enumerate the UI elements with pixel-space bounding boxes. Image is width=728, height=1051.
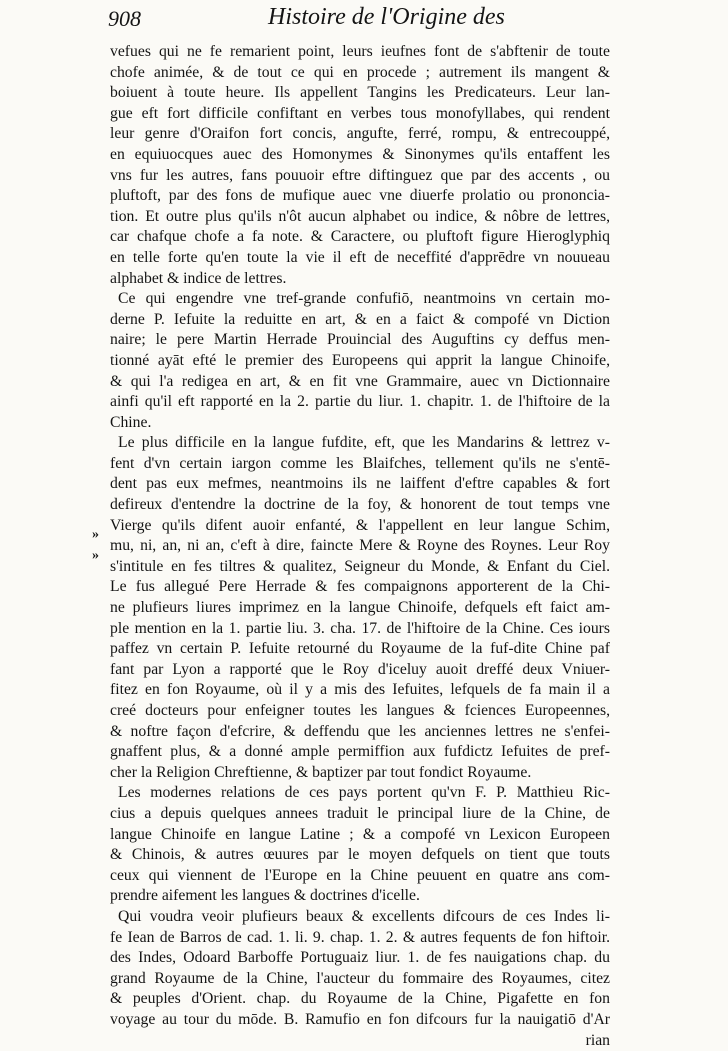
text-line: vefues qui ne fe remarient point, leurs ieufnes font de s'abftenir de toute [110,42,610,63]
paragraph [110,783,610,907]
text-line: fent d'vn certain iargon comme les Blaifches, tellement qu'ils ne s'entē- [110,454,610,475]
text-line: Qui voudra veoir plufieurs beaux & excellents difcours de ces Indes li- [110,907,610,928]
text-line: en equiuocques auec des Homonymes & Sinonymes qu'ils entaffent les [110,145,610,166]
running-title: Histoire de l'Origine des [268,4,505,31]
text-line: gue eft fort difficile confiftant en verbes tous monofyllabes, qui rendent [110,104,610,125]
text-line: creé docteurs pour enfeigner toutes les langues & fciences Europeennes, [110,701,610,722]
text-line: pluftoft, par des fons de mufique auec vne diuerfe prolatio ou prononcia- [110,186,610,207]
paragraph [110,907,610,1051]
text-line: paffez vn certain P. Iefuite retourné du Royaume de la fuf-dite Chine paf [110,639,610,660]
text-line: & Chinois, & autres œuures par le moyen defquels on tient que touts [110,845,610,866]
text-line: Le fus allegué Pere Herrade & fes compaignons apporterent de la Chi- [110,577,610,598]
text-line: prendre aifement les langues & doctrines d'icelle. [110,886,610,907]
text-line: grand Royaume de la Chine, l'aucteur du fommaire des Royaumes, citez [110,969,610,990]
text-line: des Indes, Odoard Barboffe Portuguaiz liur. 1. de fes nauigations chap. du [110,948,610,969]
text-line: derne P. Iefuite la reduitte en art, & en a faict & compofé vn Diction [110,310,610,331]
text-line: fant par Lyon a rapporté que le Roy d'iceluy auoit dreffé deux Vniuer- [110,660,610,681]
text-line: dent pas eux mefmes, neantmoins ils ne laiffent d'eftre capables & fort [110,474,610,495]
text-line: tion. Et outre plus qu'ils n'ôt aucun alphabet ou indice, & nôbre de lettres, [110,207,610,228]
text-line: leur genre d'Oraifon fort concis, angufte, ferré, rompu, & entrecouppé, [110,124,610,145]
text-line: Vierge qu'ils difent auoir enfanté, & l'appellent en leur langue Schim, [110,516,610,537]
text-line: & noftre façon d'efcrire, & deffendu que les anciennes lettres ne s'enfei- [110,722,610,743]
body-text [110,42,610,1051]
text-line: & qui l'a redigea en art, & en fit vne Grammaire, auec vn Dictionnaire [110,372,610,393]
text-line: boiuent à toute heure. Ils appellent Tangins les Predicateurs. Leur lan- [110,83,610,104]
text-line: ceux qui viennent de l'Europe en la Chine peuuent en quatre ans com- [110,866,610,887]
text-line: & peuples d'Orient. chap. du Royaume de la Chine, Pigafette en fon [110,989,610,1010]
text-line: fe Iean de Barros de cad. 1. li. 9. chap. 1. 2. & autres fequents de fon hiftoir. [110,928,610,949]
text-line: ainfi qu'il eft rapporté en la 2. partie du liur. 1. chapitr. 1. de l'hiftoire de la [110,392,610,413]
text-line: Chine. [110,413,610,434]
text-line: fitez en fon Royaume, où il y a mis des Iefuites, lefquels de fa main il a [110,680,610,701]
margin-quote-mark: » [92,527,99,543]
text-line: langue Chinoife en langue Latine ; & a compofé vn Lexicon Europeen [110,825,610,846]
text-line: voyage au tour du mōde. B. Ramufio en fon difcours fur la nauigatiō d'Ar [110,1010,610,1031]
paragraph [110,289,610,433]
text-line: Le plus difficile en la langue fufdite, eft, que les Mandarins & lettrez v- [110,433,610,454]
text-line: Ce qui engendre vne tref-grande confufiō, neantmoins vn certain mo- [110,289,610,310]
text-line: defireux d'entendre la doctrine de la foy, & honorent de tout temps vne [110,495,610,516]
text-line: Les modernes relations de ces pays portent qu'vn F. P. Matthieu Ric- [110,783,610,804]
text-line: en telle forte qu'en toute la vie il eft de neceffité d'apprēdre vn nouueau [110,248,610,269]
text-line: vns fur les autres, fans pouuoir eftre diftinguez que par des accents , ou [110,166,610,187]
text-line: naire; le pere Martin Herrade Prouincial des Auguftins cy deffus men- [110,330,610,351]
paragraph [110,42,610,289]
text-line: cher la Religion Chreftienne, & baptizer par tout fondict Royaume. [110,763,610,784]
text-line: s'intitule en fes tiltres & qualitez, Seigneur du Monde, & Enfant du Ciel. [110,557,610,578]
text-line: gnaffent plus, & a donné ample permiffion aux fufdictz Iefuites de pref- [110,742,610,763]
text-line: alphabet & indice de lettres. [110,269,610,290]
page-header [108,4,608,34]
text-line: tionné ayāt efté le premier des Europeens qui apprit la langue Chinoife, [110,351,610,372]
page-number: 908 [108,6,141,32]
margin-quote-mark: » [92,548,99,564]
text-line: ne plufieurs liures imprimez en la langue Chinoife, defquels eft faict am- [110,598,610,619]
paragraph [110,433,610,783]
text-line: chofe animée, & de tout ce qui en procede ; autrement ils mangent & [110,63,610,84]
catchword: rian [110,1031,610,1051]
text-line: car chafque chofe a fa note. & Caractere, ou pluftoft figure Hieroglyphiq [110,227,610,248]
text-line: ple mention en la 1. partie liu. 3. cha. 17. de l'hiftoire de la Chine. Ces iours [110,619,610,640]
text-line: mu, ni, an, ni an, c'eft à dire, faincte Mere & Royne des Roynes. Leur Roy [110,536,610,557]
text-line: cius a depuis quelques annees traduit le principal liure de la Chine, de [110,804,610,825]
